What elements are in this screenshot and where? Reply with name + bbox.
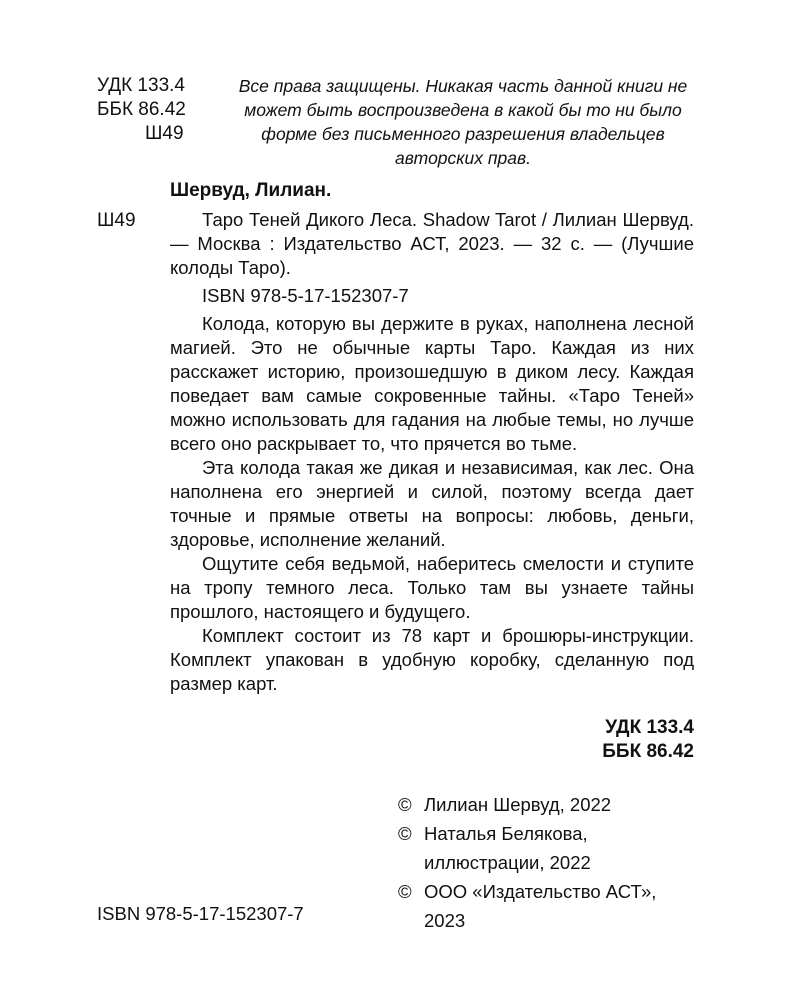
- annotation-paragraph: Эта колода такая же дикая и независимая, как лес. Она наполнена его энергией и силой, поэтому всегда дает точные и прямые ответы на вопросы: любовь, деньги, здоровье, исполнение желаний.: [170, 457, 694, 550]
- copyright-icon: ©: [398, 881, 412, 902]
- copyright-icon: ©: [398, 823, 412, 844]
- bibliographic-record: [170, 208, 694, 696]
- annotation-paragraph: Ощутите себя ведьмой, наберитесь смелости и ступите на тропу темного леса. Только там вы узнаете тайны прошлого, настоящего и будущего.: [170, 553, 694, 622]
- copyright-icon: ©: [398, 794, 412, 815]
- copyright-text: ООО «Издательство АСТ», 2023: [424, 881, 657, 931]
- copyright-block: [398, 790, 718, 935]
- author-mark-entry: Ш49: [97, 210, 136, 231]
- copyright-line: [398, 819, 718, 877]
- udk-index: УДК 133.4: [605, 717, 694, 738]
- annotation-paragraph: Комплект состоит из 78 карт и брошюры-инструкции. Комплект упакован в удобную коробку, сделанную под размер карт.: [170, 625, 694, 694]
- rights-notice: Все права защищены. Никакая часть данной книги не может быть воспроизведена в какой бы то ни было форме без письменного разрешения владельцев авторских прав.: [238, 76, 688, 168]
- author-mark: Ш49: [145, 123, 184, 144]
- author-heading: Шервуд, Лилиан.: [170, 180, 332, 201]
- classification-codes: [97, 74, 186, 146]
- copyright-line: [398, 877, 718, 935]
- isbn-entry: ISBN 978-5-17-152307-7: [202, 285, 409, 306]
- bibliographic-description: Таро Теней Дикого Леса. Shadow Tarot / Лилиан Шервуд. — Москва : Издательство АСТ, 2023. — 32 с. — (Лучшие колоды Таро).: [170, 209, 694, 278]
- udk-code: УДК 133.4: [97, 75, 185, 96]
- bbk-index: ББК 86.42: [602, 741, 694, 762]
- footer-isbn: ISBN 978-5-17-152307-7: [97, 903, 304, 924]
- copyright-text: Наталья Белякова, иллюстрации, 2022: [424, 823, 591, 873]
- copyright-line: [398, 790, 718, 819]
- annotation-paragraph: Колода, которую вы держите в руках, наполнена лесной магией. Это не обычные карты Таро. Каждая из них расскажет историю, произошедшую в диком лесу. Каждая поведает вам самые сокровенные тайны. «Таро Теней» можно использовать для гадания на любые темы, но лучше всего оно раскрывает то, что прячется во тьме.: [170, 313, 694, 454]
- index-codes: [540, 716, 694, 764]
- bbk-code: ББК 86.42: [97, 99, 186, 120]
- copyright-text: Лилиан Шервуд, 2022: [424, 794, 612, 815]
